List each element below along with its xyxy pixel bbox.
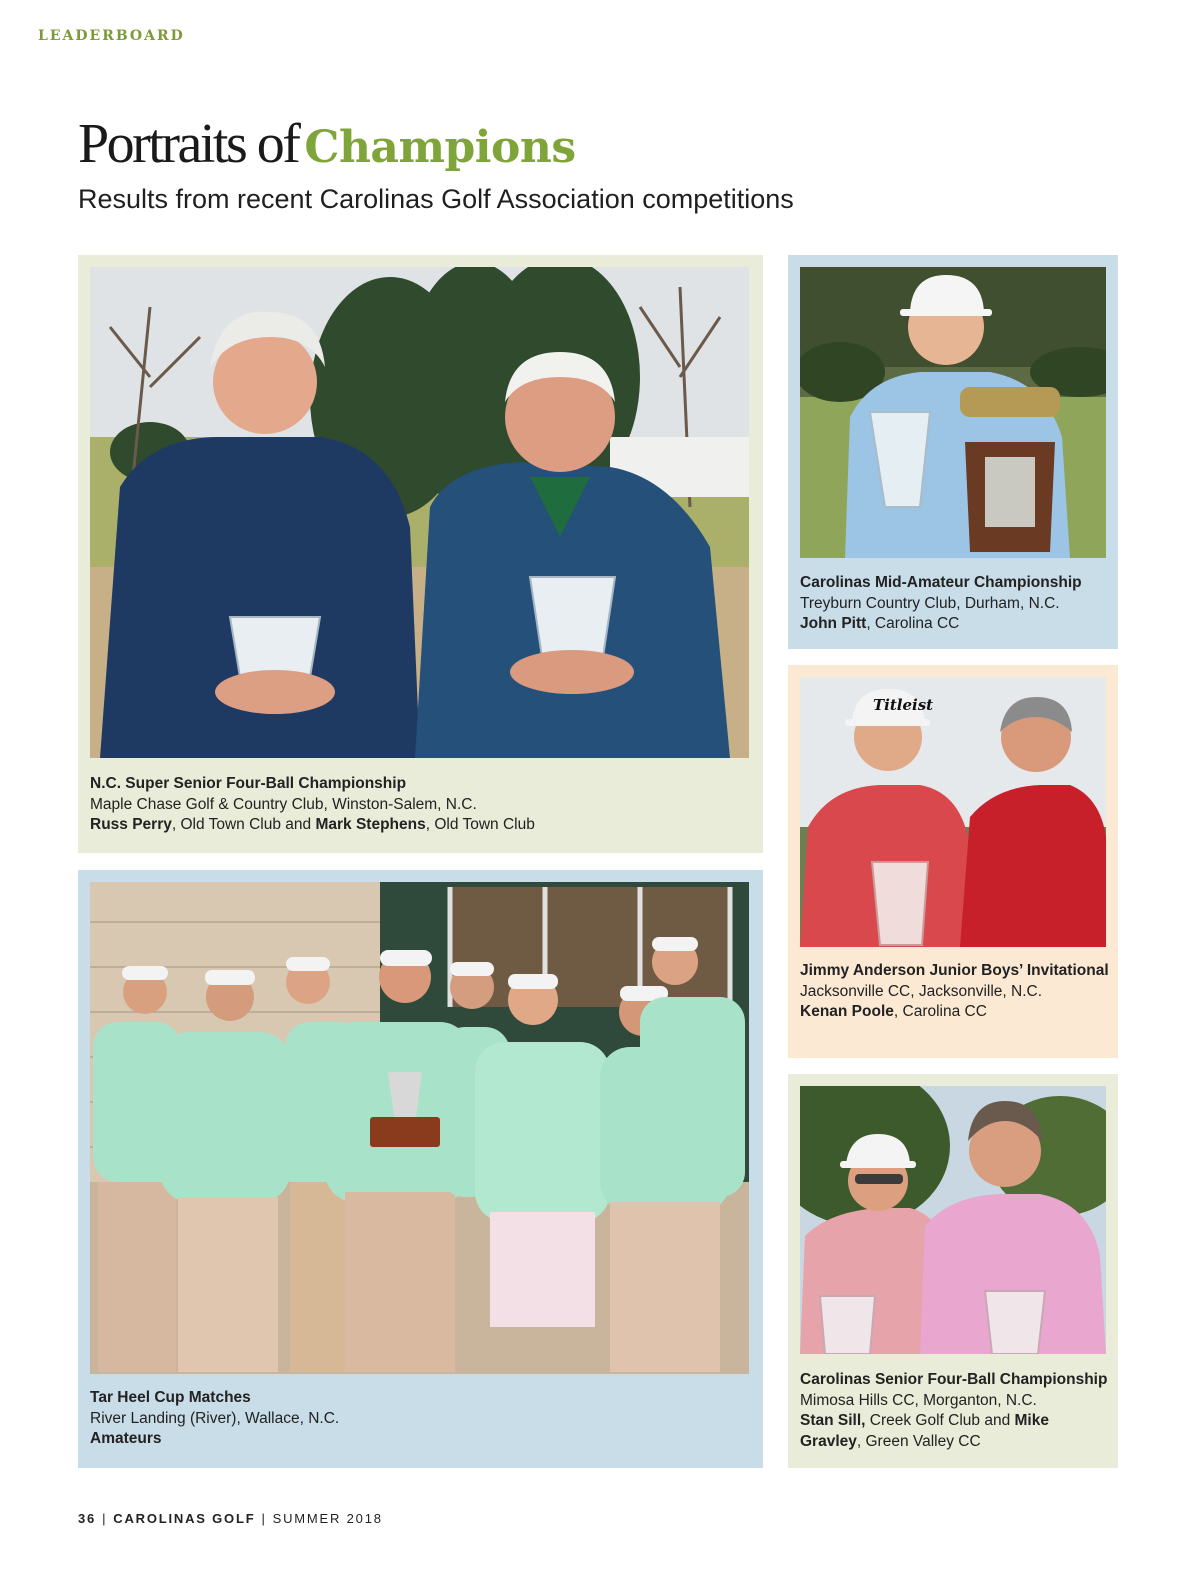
winner-club: Creek Golf Club and [865,1412,1015,1429]
champions-photo [800,1086,1106,1354]
card-caption [800,961,1110,1023]
winner-club: , Carolina CC [866,615,960,632]
footer-separator: | [261,1511,267,1526]
event-name: N.C. Super Senior Four-Ball Championship [90,775,407,792]
winner-name: Stan Sill, [800,1412,866,1429]
page-footer [78,1511,383,1526]
card-caption [800,573,1110,635]
champion-card-junior-boys [788,665,1118,1058]
venue: Maple Chase Golf & Country Club, Winston-Salem, N.C. [90,795,477,813]
venue: Treyburn Country Club, Durham, N.C. [800,594,1060,612]
winner-name: Russ Perry [90,816,172,833]
event-name: Carolinas Mid-Amateur Championship [800,574,1082,591]
winner-name: Amateurs [90,1430,162,1447]
card-caption [90,1388,740,1450]
issue-date: SUMMER 2018 [272,1511,383,1526]
section-label: LEADERBOARD [38,28,185,44]
winner-name: Kenan Poole [800,1003,894,1020]
event-name: Jimmy Anderson Junior Boys’ Invitational [800,962,1109,979]
page-title [78,112,576,176]
venue: Mimosa Hills CC, Morganton, N.C. [800,1391,1037,1409]
winner-name: Mark Stephens [315,816,426,833]
title-part2: Champions [304,122,576,173]
winner-club: , Carolina CC [893,1003,987,1020]
champions-photo [90,267,749,758]
winner-club: , Old Town Club and [171,816,316,833]
event-name: Carolinas Senior Four-Ball Championship [800,1371,1108,1388]
cap-logo: Titleist [873,696,934,714]
page-number: 36 [78,1511,97,1526]
winner-name: Mike Gravley [800,1412,1049,1450]
magazine-name: CAROLINAS GOLF [113,1511,256,1526]
team-photo [90,882,749,1374]
champion-card-mid-amateur [788,255,1118,649]
winner-club: , Green Valley CC [856,1432,981,1450]
footer-separator: | [102,1511,108,1526]
card-caption [90,774,740,836]
winner-name: John Pitt [800,615,867,632]
champion-photo [800,677,1106,947]
title-part1: Portraits of [78,113,299,175]
winner-club: , Old Town Club [425,816,535,833]
champion-card-tar-heel-cup [78,870,763,1468]
card-caption [800,1370,1110,1452]
champion-photo [800,267,1106,558]
venue: Jacksonville CC, Jacksonville, N.C. [800,982,1043,1000]
champion-card-super-senior [78,255,763,853]
venue: River Landing (River), Wallace, N.C. [90,1409,340,1427]
champion-card-senior-four-ball [788,1074,1118,1468]
event-name: Tar Heel Cup Matches [90,1389,251,1406]
page-subtitle: Results from recent Carolinas Golf Association competitions [78,184,794,214]
